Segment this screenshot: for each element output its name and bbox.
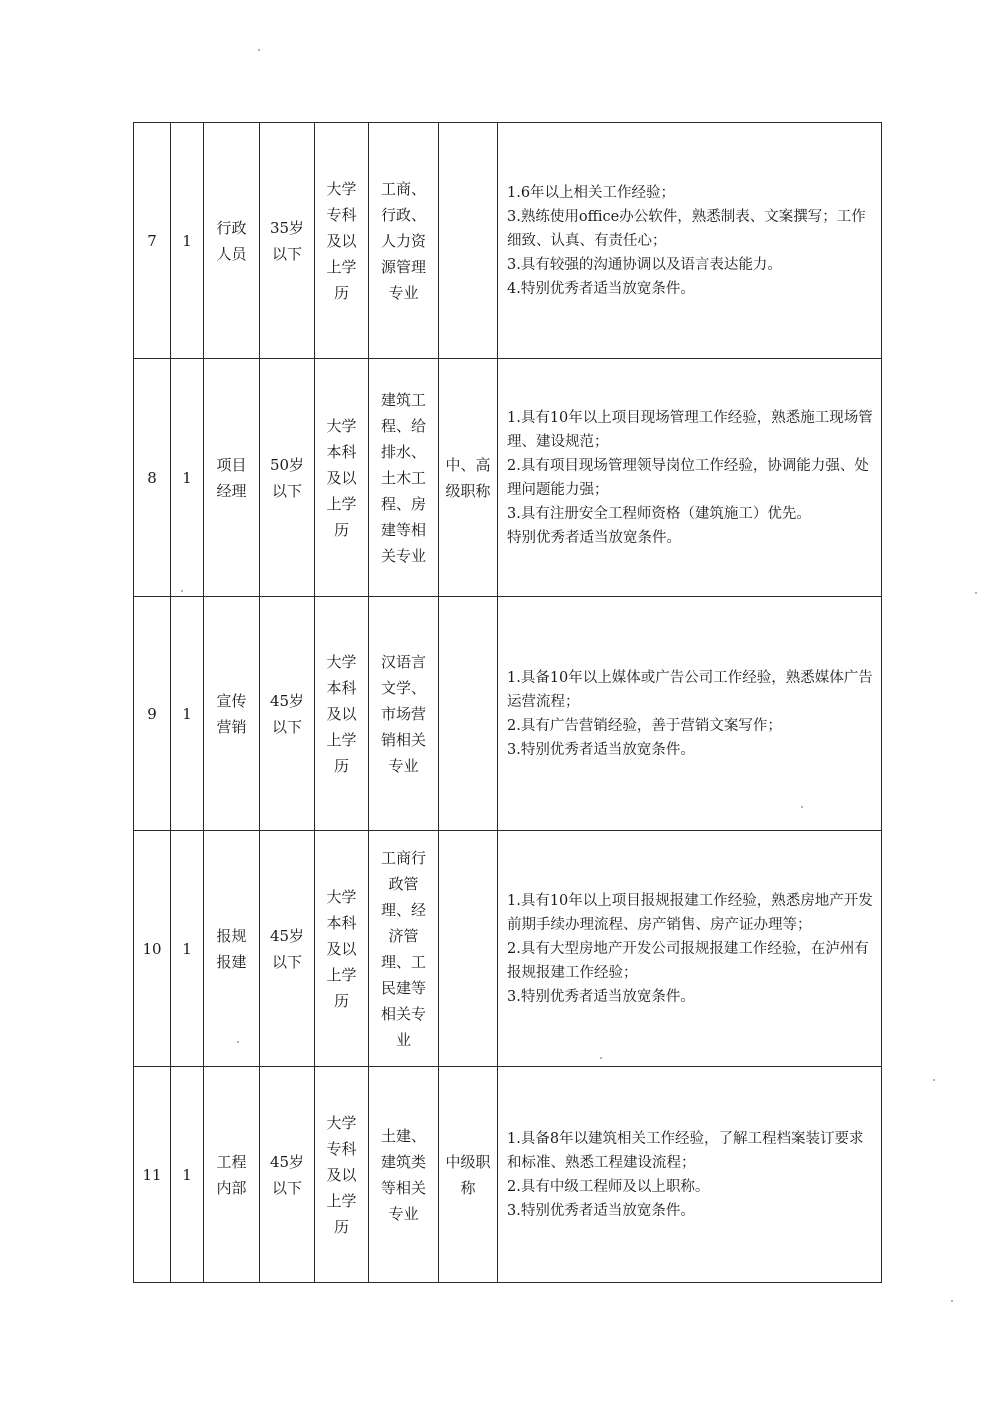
major-cell: 工商行政管理、经济管理、工民建等相关专业 [369, 831, 439, 1067]
row-number-cell: 9 [134, 597, 171, 831]
requirement-line: 3.具有注册安全工程师资格（建筑施工）优先。 [507, 505, 811, 522]
education-cell: 大学专科及以上学历 [315, 1067, 369, 1283]
position-cell: 项目经理 [204, 359, 260, 597]
requirement-line: 1.6年以上相关工作经验； [507, 184, 676, 201]
age-requirement-cell: 35岁以下 [260, 123, 315, 359]
requirement-line: 3.特别优秀者适当放宽条件。 [507, 988, 695, 1005]
table-row [134, 359, 882, 597]
job-requirements-cell [498, 123, 882, 359]
job-requirements-cell [498, 359, 882, 597]
requirement-line: 1.具有10年以上项目现场管理工作经验，熟悉施工现场管理、建设规范； [507, 409, 873, 450]
professional-title-cell: 中、高级职称 [439, 359, 498, 597]
education-cell: 大学本科及以上学历 [315, 359, 369, 597]
table-row [134, 831, 882, 1067]
education-cell: 大学本科及以上学历 [315, 597, 369, 831]
major-cell: 工商、行政、人力资源管理专业 [369, 123, 439, 359]
age-requirement-cell: 45岁以下 [260, 597, 315, 831]
requirement-line: 3.特别优秀者适当放宽条件。 [507, 741, 695, 758]
requirement-line: 3.具有较强的沟通协调以及语言表达能力。 [507, 256, 782, 273]
scan-speck [237, 1041, 239, 1043]
row-number-cell: 11 [134, 1067, 171, 1283]
recruitment-table [133, 122, 882, 1283]
professional-title-cell [439, 831, 498, 1067]
position-cell: 宣传营销 [204, 597, 260, 831]
major-cell: 汉语言文学、市场营销相关专业 [369, 597, 439, 831]
headcount-cell: 1 [171, 123, 204, 359]
requirement-line: 4.特别优秀者适当放宽条件。 [507, 280, 695, 297]
professional-title-cell [439, 123, 498, 359]
row-number-cell: 7 [134, 123, 171, 359]
scan-speck [600, 1057, 602, 1059]
headcount-cell: 1 [171, 1067, 204, 1283]
requirement-line: 2.具有大型房地产开发公司报规报建工作经验，在泸州有报规报建工作经验； [507, 940, 869, 981]
education-cell: 大学本科及以上学历 [315, 831, 369, 1067]
scan-speck [951, 1300, 953, 1302]
age-requirement-cell: 50岁以下 [260, 359, 315, 597]
scan-speck [933, 1079, 935, 1081]
requirement-line: 2.具有广告营销经验，善于营销文案写作； [507, 717, 782, 734]
table-row [134, 597, 882, 831]
scan-speck [181, 590, 183, 592]
requirement-line: 特别优秀者适当放宽条件。 [507, 529, 681, 546]
requirement-line: 3.特别优秀者适当放宽条件。 [507, 1202, 695, 1219]
age-requirement-cell: 45岁以下 [260, 831, 315, 1067]
table-row [134, 1067, 882, 1283]
requirement-line: 1.具备8年以建筑相关工作经验，了解工程档案装订要求和标准、熟悉工程建设流程； [507, 1130, 864, 1171]
position-cell: 行政人员 [204, 123, 260, 359]
age-requirement-cell: 45岁以下 [260, 1067, 315, 1283]
job-requirements-cell [498, 1067, 882, 1283]
requirement-line: 2.具有中级工程师及以上职称。 [507, 1178, 710, 1195]
major-cell: 土建、建筑类等相关专业 [369, 1067, 439, 1283]
table-row [134, 123, 882, 359]
headcount-cell: 1 [171, 359, 204, 597]
position-cell: 工程内部 [204, 1067, 260, 1283]
requirement-line: 1.具有10年以上项目报规报建工作经验，熟悉房地产开发前期手续办理流程、房产销售、房产证办理等； [507, 892, 873, 933]
job-requirements-cell [498, 831, 882, 1067]
scan-speck [975, 592, 977, 594]
scan-speck [258, 49, 260, 51]
requirement-line: 3.熟练使用office办公软件，熟悉制表、文案撰写；工作细致、认真、有责任心； [507, 208, 866, 249]
requirement-line: 2.具有项目现场管理领导岗位工作经验，协调能力强、处理问题能力强； [507, 457, 869, 498]
row-number-cell: 10 [134, 831, 171, 1067]
professional-title-cell [439, 597, 498, 831]
professional-title-cell: 中级职称 [439, 1067, 498, 1283]
headcount-cell: 1 [171, 831, 204, 1067]
headcount-cell: 1 [171, 597, 204, 831]
requirement-line: 1.具备10年以上媒体或广告公司工作经验，熟悉媒体广告运营流程； [507, 669, 873, 710]
major-cell: 建筑工程、给排水、土木工程、房建等相关专业 [369, 359, 439, 597]
education-cell: 大学专科及以上学历 [315, 123, 369, 359]
scan-speck [801, 806, 803, 808]
job-requirements-cell [498, 597, 882, 831]
row-number-cell: 8 [134, 359, 171, 597]
position-cell: 报规报建 [204, 831, 260, 1067]
